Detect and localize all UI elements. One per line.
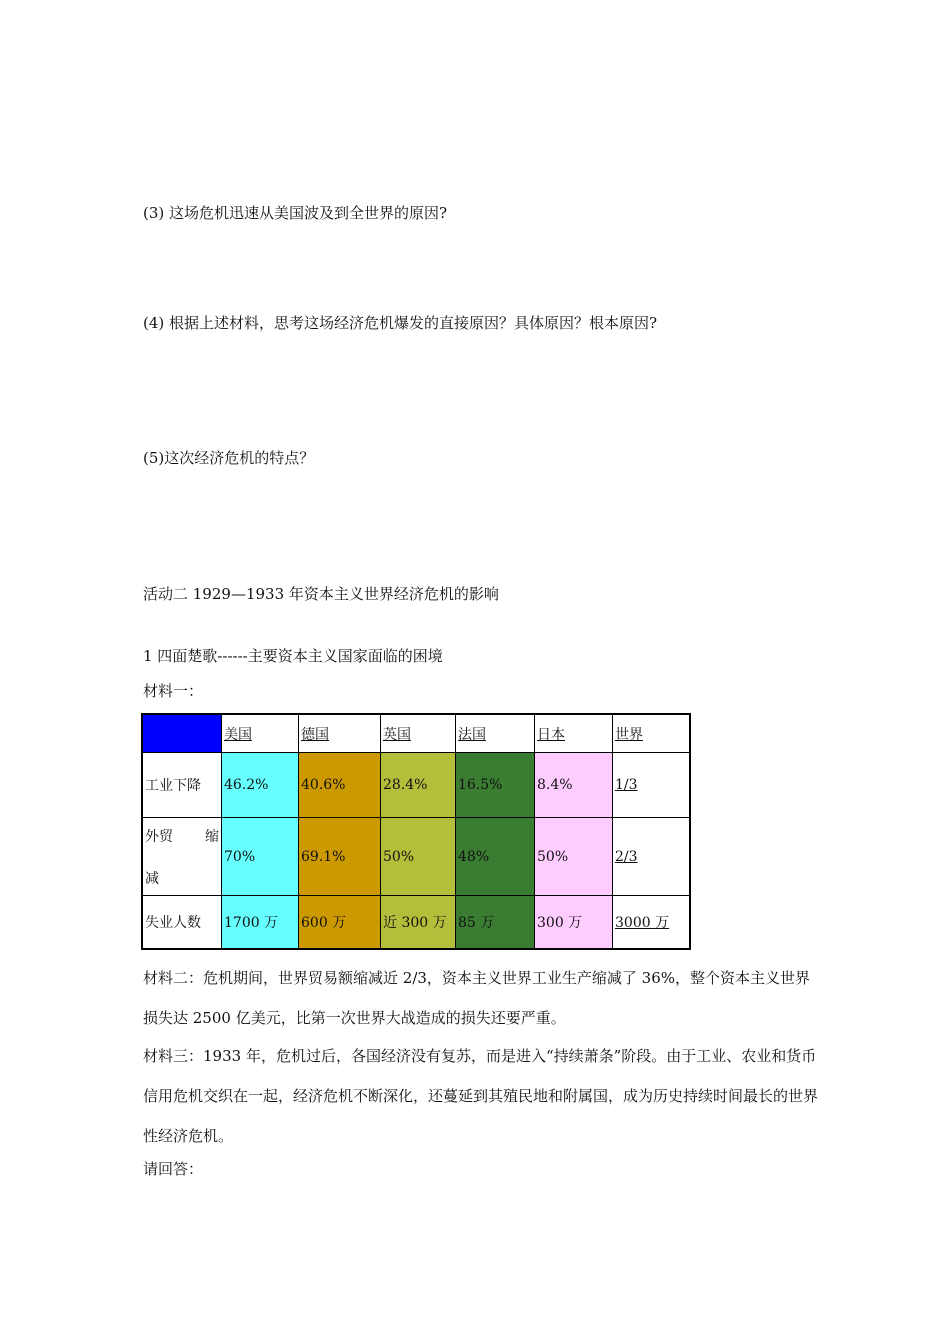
header-usa: 美国 xyxy=(222,714,299,753)
header-uk: 英国 xyxy=(381,714,456,753)
cell-usa: 1700 万 xyxy=(222,896,299,950)
row-label-trade-c: 减 xyxy=(145,870,159,887)
cell-japan: 300 万 xyxy=(535,896,613,950)
question-3: (3) 这场危机迅速从美国波及到全世界的原因? xyxy=(143,204,448,222)
please-answer: 请回答： xyxy=(143,1160,204,1178)
cell-france: 48% xyxy=(456,818,535,896)
header-world: 世界 xyxy=(613,714,691,753)
cell-france: 16.5% xyxy=(456,753,535,818)
cell-germany: 69.1% xyxy=(299,818,381,896)
cell-uk: 28.4% xyxy=(381,753,456,818)
row-label-trade-a: 外贸 xyxy=(145,828,173,845)
table-header-row xyxy=(142,714,690,753)
cell-japan: 50% xyxy=(535,818,613,896)
cell-france: 85 万 xyxy=(456,896,535,950)
question-5: (5)这次经济危机的特点？ xyxy=(143,449,315,467)
header-japan: 日本 xyxy=(535,714,613,753)
cell-germany: 600 万 xyxy=(299,896,381,950)
material-3: 材料三：1933 年，危机过后，各国经济没有复苏，而是进入“持续萧条”阶段。由于工业、农业和货币信用危机交织在一起，经济危机不断深化，还蔓延到其殖民地和附属国，成为历史持续时间最长的世界性经济危机。 xyxy=(143,1047,819,1145)
cell-world: 2/3 xyxy=(613,818,691,896)
cell-germany: 40.6% xyxy=(299,753,381,818)
table-row xyxy=(142,753,690,818)
row-label-trade xyxy=(142,818,222,896)
table-row xyxy=(142,896,690,950)
row-label-unemployment: 失业人数 xyxy=(142,896,222,950)
cell-japan: 8.4% xyxy=(535,753,613,818)
cell-usa: 70% xyxy=(222,818,299,896)
material-2: 材料二：危机期间，世界贸易额缩减近 2/3，资本主义世界工业生产缩减了 36%，整个资本主义世界损失达 2500 亿美元，比第一次世界大战造成的损失还要严重。 xyxy=(143,969,811,1027)
header-corner-cell xyxy=(142,714,222,753)
row-label-trade-b: 缩 xyxy=(205,828,219,845)
section-title: 1 四面楚歌------主要资本主义国家面临的困境 xyxy=(143,647,443,665)
crisis-impact-table xyxy=(141,713,691,950)
question-4: (4) 根据上述材料，思考这场经济危机爆发的直接原因？具体原因？根本原因? xyxy=(143,314,658,332)
activity-title: 活动二 1929—1933 年资本主义世界经济危机的影响 xyxy=(143,585,499,603)
cell-uk: 近 300 万 xyxy=(381,896,456,950)
table-row xyxy=(142,818,690,896)
header-germany: 德国 xyxy=(299,714,381,753)
cell-world: 1/3 xyxy=(613,753,691,818)
cell-world: 3000 万 xyxy=(613,896,691,950)
cell-uk: 50% xyxy=(381,818,456,896)
row-label-industry: 工业下降 xyxy=(142,753,222,818)
header-france: 法国 xyxy=(456,714,535,753)
cell-usa: 46.2% xyxy=(222,753,299,818)
material-1-label: 材料一： xyxy=(143,682,204,700)
